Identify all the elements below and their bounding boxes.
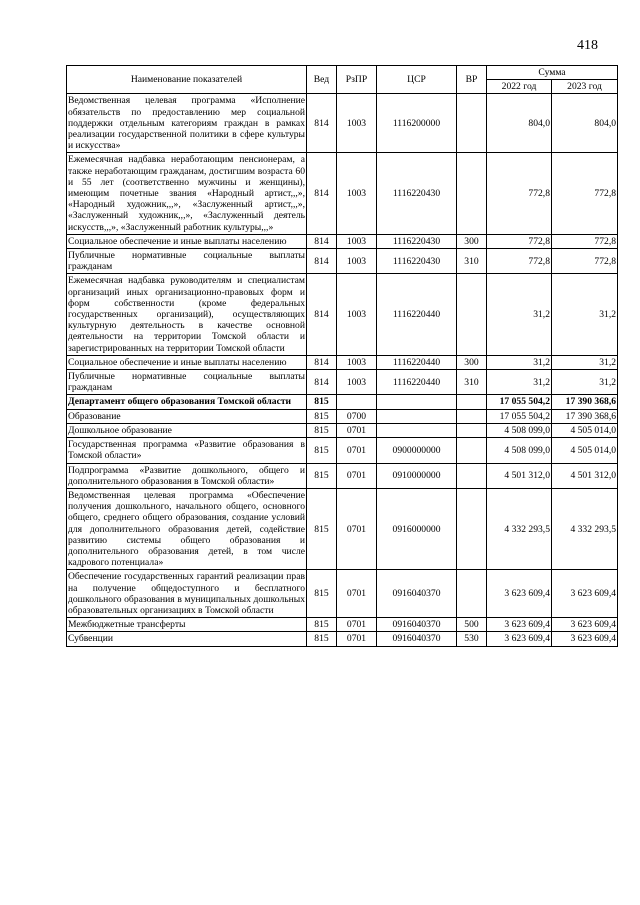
- header-rzpr: РзПР: [337, 66, 377, 94]
- table-row: [67, 488, 618, 569]
- row-value-2023: 31,2: [552, 355, 618, 369]
- row-value-2023: 31,2: [552, 370, 618, 395]
- row-ved: 815: [307, 395, 337, 409]
- row-rzpr: 0701: [337, 423, 377, 437]
- row-name: Ведомственная целевая программа «Обеспечение получения дошкольного, начального общего, основного общего, среднего общего образования, создание условий для дополнительного образования детей, содействие развитию системы общего образования и дополнительного образования детей, в том числе кадрового потенциала»: [68, 489, 305, 569]
- row-value-2023: 4 501 312,0: [552, 463, 618, 488]
- table-row: [67, 423, 618, 437]
- row-value-2023: 4 505 014,0: [552, 438, 618, 463]
- row-csr: 1116220440: [377, 370, 457, 395]
- table-row: [67, 632, 618, 646]
- row-rzpr: 1003: [337, 355, 377, 369]
- row-value-2022: 772,8: [487, 153, 552, 234]
- row-csr: 0910000000: [377, 463, 457, 488]
- row-ved: 814: [307, 249, 337, 274]
- row-vr: 310: [457, 249, 487, 274]
- header-vr: ВР: [457, 66, 487, 94]
- row-value-2022: 17 055 504,2: [487, 409, 552, 423]
- header-summa: Сумма: [487, 66, 618, 80]
- row-rzpr: 1003: [337, 234, 377, 248]
- row-value-2023: 3 623 609,4: [552, 570, 618, 618]
- row-vr: [457, 463, 487, 488]
- table-row: [67, 274, 618, 355]
- row-rzpr: 1003: [337, 370, 377, 395]
- row-ved: 815: [307, 423, 337, 437]
- row-name: Ежемесячная надбавка руководителям и специалистам организаций иных организационно-правовых форм и форм собственности (кроме федеральных государственных организаций), осуществляющих культурную деятельность в качестве основной деятельности на территории Томской области и зарегистрированных на территории Томской области: [68, 275, 305, 354]
- row-csr: 0916040370: [377, 632, 457, 646]
- row-vr: [457, 438, 487, 463]
- table-row: [67, 463, 618, 488]
- table-row: [67, 234, 618, 248]
- row-ved: 815: [307, 488, 337, 569]
- row-value-2022: 31,2: [487, 370, 552, 395]
- row-ved: 815: [307, 463, 337, 488]
- row-ved: 814: [307, 370, 337, 395]
- row-name: Социальное обеспечение и иные выплаты населению: [67, 355, 307, 369]
- row-value-2023: 804,0: [552, 94, 618, 153]
- row-ved: 814: [307, 355, 337, 369]
- row-csr: 1116220440: [377, 274, 457, 355]
- row-value-2022: 4 508 099,0: [487, 423, 552, 437]
- header-year-2023: 2023 год: [552, 80, 618, 94]
- row-value-2022: 3 623 609,4: [487, 618, 552, 632]
- row-rzpr: 0701: [337, 438, 377, 463]
- row-rzpr: 0701: [337, 463, 377, 488]
- header-ved: Вед: [307, 66, 337, 94]
- header-name: Наименование показателей: [67, 66, 307, 94]
- row-value-2023: 17 390 368,6: [552, 409, 618, 423]
- table-row: [67, 153, 618, 234]
- row-ved: 814: [307, 153, 337, 234]
- row-name: Субвенции: [67, 632, 307, 646]
- row-vr: [457, 153, 487, 234]
- row-value-2022: 31,2: [487, 355, 552, 369]
- row-csr: 1116200000: [377, 94, 457, 153]
- row-value-2023: 772,8: [552, 249, 618, 274]
- row-name: Публичные нормативные социальные выплаты гражданам: [68, 371, 305, 394]
- row-value-2023: 31,2: [552, 274, 618, 355]
- row-csr: 1116220440: [377, 355, 457, 369]
- row-name: Ведомственная целевая программа «Исполнение обязательств по предоставлению мер социальной поддержки отдельным категориям граждан в рамках реализации государственной политики в сфере культуры и искусства»: [68, 95, 305, 152]
- row-value-2023: 4 332 293,5: [552, 488, 618, 569]
- row-vr: 300: [457, 355, 487, 369]
- row-rzpr: 0701: [337, 570, 377, 618]
- table-row: [67, 618, 618, 632]
- row-csr: 0916040370: [377, 570, 457, 618]
- row-vr: [457, 274, 487, 355]
- row-vr: [457, 423, 487, 437]
- row-csr: [377, 409, 457, 423]
- row-vr: 500: [457, 618, 487, 632]
- row-rzpr: 0701: [337, 488, 377, 569]
- table-row: [67, 355, 618, 369]
- row-csr: [377, 395, 457, 409]
- row-ved: 815: [307, 409, 337, 423]
- row-value-2022: 804,0: [487, 94, 552, 153]
- row-csr: [377, 423, 457, 437]
- row-ved: 814: [307, 234, 337, 248]
- row-vr: [457, 94, 487, 153]
- row-vr: [457, 395, 487, 409]
- row-rzpr: [337, 395, 377, 409]
- row-ved: 815: [307, 632, 337, 646]
- row-vr: 300: [457, 234, 487, 248]
- row-rzpr: 0701: [337, 618, 377, 632]
- row-ved: 815: [307, 618, 337, 632]
- row-name: Департамент общего образования Томской области: [67, 395, 307, 409]
- row-name: Дошкольное образование: [67, 423, 307, 437]
- row-ved: 814: [307, 274, 337, 355]
- table-row: [67, 570, 618, 618]
- row-name: Государственная программа «Развитие образования в Томской области»: [68, 439, 305, 462]
- row-value-2023: 4 505 014,0: [552, 423, 618, 437]
- row-value-2022: 31,2: [487, 274, 552, 355]
- row-value-2022: 17 055 504,2: [487, 395, 552, 409]
- row-vr: 310: [457, 370, 487, 395]
- row-rzpr: 0701: [337, 632, 377, 646]
- row-value-2023: 3 623 609,4: [552, 632, 618, 646]
- row-value-2023: 772,8: [552, 234, 618, 248]
- table-row: [67, 249, 618, 274]
- row-value-2022: 4 508 099,0: [487, 438, 552, 463]
- row-name: Социальное обеспечение и иные выплаты населению: [67, 234, 307, 248]
- row-vr: [457, 409, 487, 423]
- row-value-2023: 17 390 368,6: [552, 395, 618, 409]
- row-vr: [457, 570, 487, 618]
- row-rzpr: 0700: [337, 409, 377, 423]
- row-rzpr: 1003: [337, 153, 377, 234]
- table-row: [67, 94, 618, 153]
- row-name: Обеспечение государственных гарантий реализации прав на получение общедоступного и бесплатного дошкольного образования в муниципальных дошкольных образовательных организациях в Томской области: [68, 571, 305, 616]
- table-row: [67, 395, 618, 409]
- row-name: Межбюджетные трансферты: [67, 618, 307, 632]
- row-csr: 0916040370: [377, 618, 457, 632]
- row-value-2023: 772,8: [552, 153, 618, 234]
- row-vr: [457, 488, 487, 569]
- row-ved: 815: [307, 570, 337, 618]
- row-name: Образование: [67, 409, 307, 423]
- table-row: [67, 409, 618, 423]
- budget-table: [66, 65, 618, 647]
- row-rzpr: 1003: [337, 274, 377, 355]
- row-ved: 815: [307, 438, 337, 463]
- page-number: 418: [577, 38, 598, 53]
- header-csr: ЦСР: [377, 66, 457, 94]
- row-csr: 1116220430: [377, 234, 457, 248]
- row-value-2023: 3 623 609,4: [552, 618, 618, 632]
- row-name: Ежемесячная надбавка неработающим пенсионерам, а также неработающим гражданам, достигшим возраста 60 и 55 лет (соответственно мужчины и женщины), имеющим почетные звания «Народный артист,,,», «Народный художник,,,», «Заслуженный артист,,,», «Заслуженный художник,,,», «Заслуженный деятель искусств,,,», «Заслуженный работник культуры,,,»: [68, 154, 305, 233]
- row-rzpr: 1003: [337, 94, 377, 153]
- row-value-2022: 4 501 312,0: [487, 463, 552, 488]
- row-value-2022: 4 332 293,5: [487, 488, 552, 569]
- table-body: [67, 94, 618, 646]
- header-year-2022: 2022 год: [487, 80, 552, 94]
- row-value-2022: 772,8: [487, 249, 552, 274]
- row-name: Подпрограмма «Развитие дошкольного, общего и дополнительного образования в Томской области»: [68, 464, 305, 487]
- row-csr: 1116220430: [377, 153, 457, 234]
- table-row: [67, 370, 618, 395]
- table-row: [67, 438, 618, 463]
- row-ved: 814: [307, 94, 337, 153]
- row-csr: 1116220430: [377, 249, 457, 274]
- row-value-2022: 3 623 609,4: [487, 570, 552, 618]
- row-vr: 530: [457, 632, 487, 646]
- row-value-2022: 772,8: [487, 234, 552, 248]
- row-value-2022: 3 623 609,4: [487, 632, 552, 646]
- table-header: [67, 66, 618, 94]
- row-rzpr: 1003: [337, 249, 377, 274]
- row-csr: 0900000000: [377, 438, 457, 463]
- row-csr: 0916000000: [377, 488, 457, 569]
- row-name: Публичные нормативные социальные выплаты гражданам: [68, 250, 305, 273]
